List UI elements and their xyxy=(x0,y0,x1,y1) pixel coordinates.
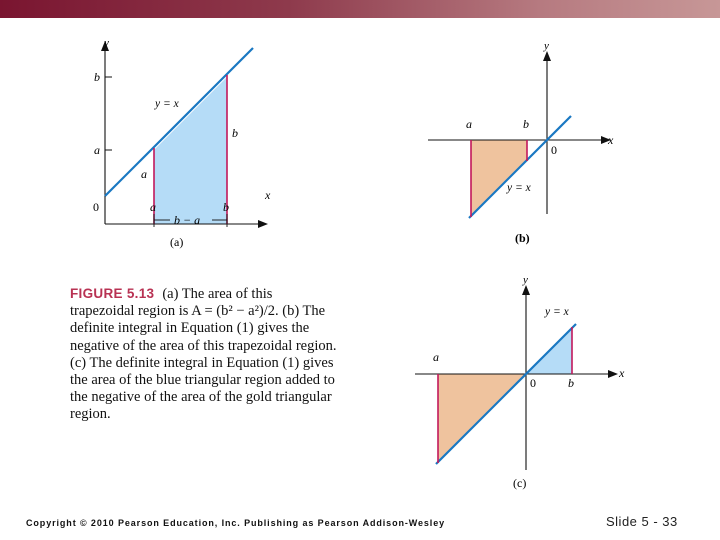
panel-b-diagram xyxy=(420,34,620,249)
panel-a-tag: (a) xyxy=(170,235,184,249)
panel-c-x-label: x xyxy=(619,366,625,380)
panel-a-y-label: y xyxy=(104,37,109,49)
panel-a-a-x-label: a xyxy=(150,200,156,214)
panel-a-b-tick-label: b xyxy=(94,70,100,84)
panel-a-origin: 0 xyxy=(93,200,99,214)
panel-b-tag: (b) xyxy=(515,231,530,245)
panel-a-b-height: b xyxy=(232,126,238,140)
panel-a-a-tick-label: a xyxy=(94,143,100,157)
panel-b-origin: 0 xyxy=(551,143,557,157)
panel-c-origin: 0 xyxy=(530,376,536,390)
panel-c-y-arrow xyxy=(522,285,530,295)
figure-number: FIGURE 5.13 xyxy=(70,286,155,301)
panel-c-tag: (c) xyxy=(513,476,527,490)
header-bar xyxy=(0,0,720,18)
figure-caption xyxy=(70,285,340,424)
panel-b-y-arrow xyxy=(543,51,551,61)
panel-b-y-label: y xyxy=(544,40,549,52)
panel-c-a-label: a xyxy=(433,350,439,364)
panel-a-x-arrow xyxy=(258,220,268,228)
panel-c-x-arrow xyxy=(608,370,618,378)
panel-b-b-label: b xyxy=(523,117,529,131)
panel-a-width-label: b − a xyxy=(174,213,201,227)
panel-a-line-label: y = x xyxy=(155,98,179,110)
caption-text: (a) The area of this trapezoidal region is A = (b² − a²)/2. (b) The definite integral in Equation (1) gives the negative of the area of this trapezoidal region. (c) The definite integral in Equation (1) gives the area of the blue triangular region added to the negative of the area of the gold triangular region. xyxy=(70,286,337,423)
panel-c-y-label: y xyxy=(523,274,528,286)
panel-b-line-label: y = x xyxy=(507,182,531,194)
panel-a-a-height: a xyxy=(141,167,147,181)
copyright-notice: Copyright © 2010 Pearson Education, Inc. Publishing as Pearson Addison-Wesley xyxy=(26,518,446,528)
panel-a-diagram xyxy=(85,30,285,255)
panel-b-trapezoid xyxy=(471,140,527,216)
panel-a-b-x-label: b xyxy=(223,200,229,214)
panel-a-x-label: x xyxy=(265,188,271,202)
slide-number: Slide 5 - 33 xyxy=(606,514,678,529)
panel-b-a-label: a xyxy=(466,117,472,131)
panel-c-b-label: b xyxy=(568,376,574,390)
panel-b-x-label: x xyxy=(608,133,614,147)
panel-c-line-label: y = x xyxy=(545,306,569,318)
panel-c-diagram xyxy=(405,270,635,495)
